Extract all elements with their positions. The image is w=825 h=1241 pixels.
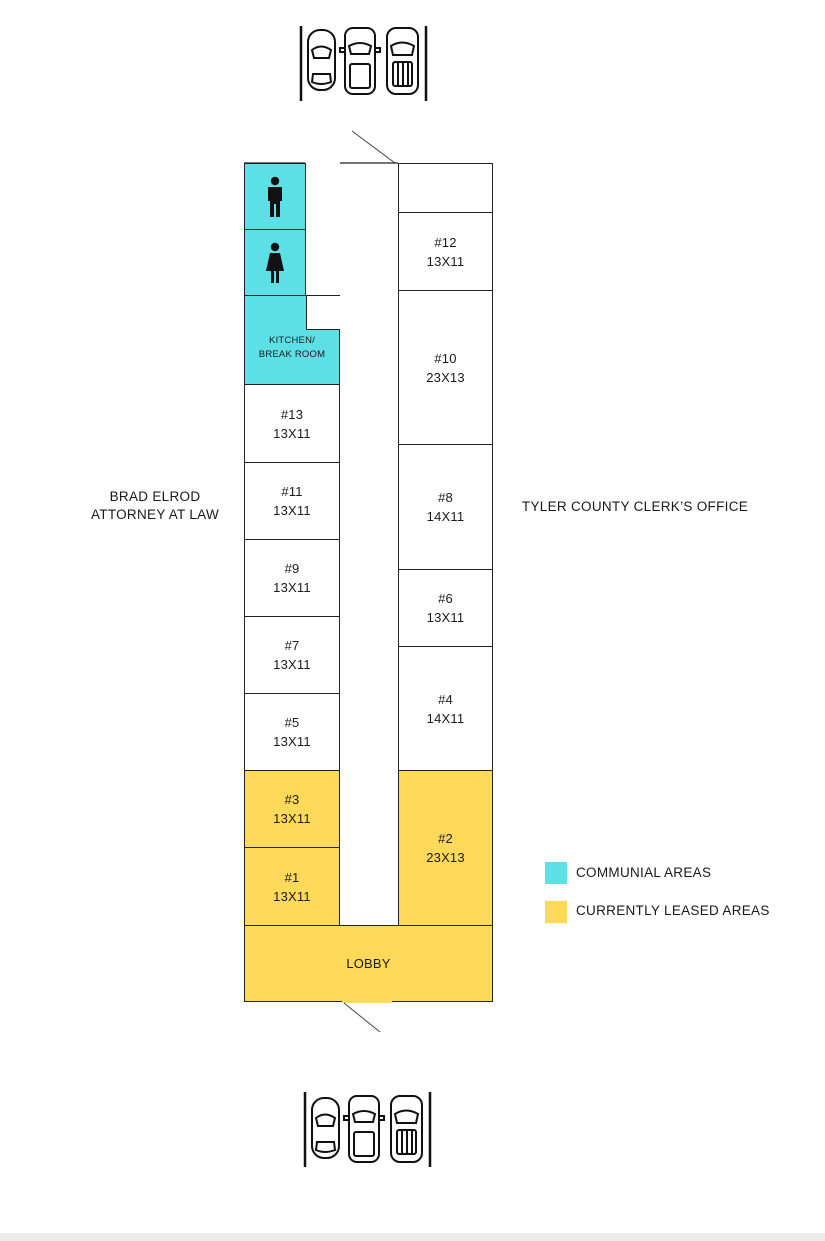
office-2-size: 23X13 [426,850,465,865]
office-11-size: 13X11 [273,503,311,518]
office-4 [398,646,493,771]
male-restroom-icon [264,176,286,218]
right-tenant-label: TYLER COUNTY CLERK’S OFFICE [521,499,749,514]
office-10-number: #10 [434,350,457,366]
office-1-number: #1 [284,869,300,885]
office-3 [244,770,340,848]
lobby [244,925,493,1002]
office-6 [398,569,493,647]
bottom-parking-icon [302,1090,434,1170]
jeep-icon [391,1096,422,1162]
office-8 [398,444,493,570]
female-restroom-icon [264,242,286,284]
office-8-number: #8 [438,490,453,505]
mens-restroom [244,163,306,230]
office-7-number: #7 [284,638,300,653]
bottom-door-swing [342,1002,387,1034]
office-1 [244,847,340,926]
office-6-size: 13X11 [426,610,465,625]
office-12 [398,212,493,291]
office-11 [244,462,340,540]
office-11-number: #11 [281,484,303,499]
office-top-unlabeled [398,163,493,213]
left-tenant-label [80,488,230,524]
office-4-number: #4 [438,691,453,707]
office-5-size: 13X11 [273,734,311,749]
office-1-size: 13X11 [273,888,311,904]
office-2-number: #2 [438,831,453,846]
office-3-number: #3 [284,792,300,807]
office-9-size: 13X11 [273,580,311,595]
kitchen-notch [306,296,340,330]
office-9-number: #9 [284,561,300,576]
office-13 [244,384,340,463]
left-tenant-line1: BRAD ELROD [109,489,201,504]
office-2 [398,770,493,926]
office-7-size: 13X11 [273,657,311,672]
sedan-icon [312,1098,339,1158]
lobby-label: LOBBY [346,956,391,971]
bottom-strip [0,1233,825,1241]
office-7 [244,616,340,694]
office-8-size: 14X11 [426,509,465,524]
kitchen-label-line1: KITCHEN/ [269,335,315,346]
office-13-size: 13X11 [273,425,311,441]
office-12-size: 13X11 [426,253,465,269]
office-5 [244,693,340,771]
legend-leased-swatch [545,901,567,923]
legend-leased-label: CURRENTLY LEASED AREAS [576,903,770,918]
office-12-number: #12 [434,234,457,250]
pickup-truck-icon [344,1096,384,1162]
kitchen-label-line2: BREAK ROOM [258,349,326,360]
office-13-number: #13 [280,406,304,422]
office-4-size: 14X11 [426,710,465,726]
left-tenant-line2: ATTORNEY AT LAW [90,507,220,522]
office-10-size: 23X13 [426,369,465,385]
legend-communal-label: COMMUNIAL AREAS [576,865,712,880]
office-3-size: 13X11 [273,811,311,826]
womens-restroom [244,229,306,296]
office-10 [398,290,493,445]
office-6-number: #6 [438,591,453,606]
office-5-number: #5 [284,715,300,730]
office-9 [244,539,340,617]
legend-communal-swatch [545,862,567,884]
